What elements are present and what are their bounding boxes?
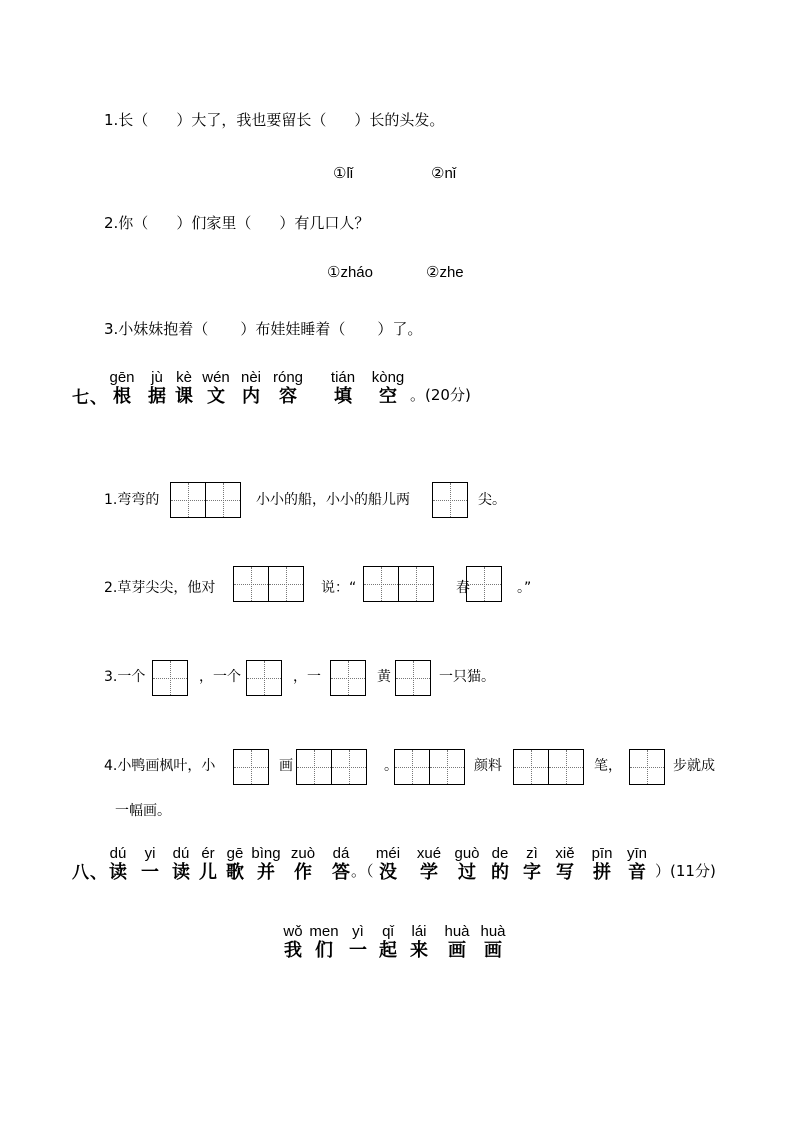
hanzi: 空	[379, 386, 397, 407]
writing-box[interactable]	[395, 660, 431, 696]
q6-2-option-2: ②zhe	[426, 264, 464, 281]
writing-box[interactable]	[548, 749, 584, 785]
q6-2-option-1: ①zháo	[327, 264, 373, 281]
pinyin: kè	[176, 369, 192, 386]
hanzi: 们	[315, 940, 333, 961]
hanzi: 过	[458, 862, 476, 883]
q6-1-option-2: ②nǐ	[431, 165, 457, 182]
q7-3-boxes-1[interactable]	[152, 660, 188, 696]
q7-3-text-c: ，一	[293, 669, 321, 685]
q7-1-text-c: 尖。	[478, 492, 506, 508]
q7-3-text-e: 一只猫。	[439, 669, 495, 685]
pinyin: de	[491, 845, 509, 862]
hanzi: 课	[175, 386, 193, 407]
hanzi: 字	[523, 862, 541, 883]
section7-title-char	[268, 370, 308, 408]
section8-note-char	[409, 846, 449, 884]
q6-2: 2.你（ ）们家里（ ）有几口人？	[104, 214, 370, 232]
section8-note-char	[582, 846, 622, 884]
hanzi: 读	[109, 862, 127, 883]
pinyin: wǒ	[283, 923, 303, 940]
pinyin: qǐ	[382, 923, 394, 940]
q7-2-text-a: 2.草芽尖尖，他对	[104, 580, 216, 596]
hanzi: 没	[379, 862, 397, 883]
q6-1: 1.长（ ）大了，我也要留长（ ）长的头发。	[104, 111, 445, 129]
pinyin: guò	[454, 845, 480, 862]
pinyin: men	[309, 923, 339, 940]
pinyin: xiě	[555, 845, 575, 862]
section8-note-char	[617, 846, 657, 884]
pinyin: yì	[352, 923, 364, 940]
q7-3-boxes-4[interactable]	[395, 660, 431, 696]
section8-number: 八、	[72, 863, 108, 883]
q7-4-text-f: 步就成	[673, 758, 715, 774]
pinyin: yi	[144, 845, 156, 862]
section7-title-char	[102, 370, 142, 408]
writing-box[interactable]	[170, 482, 206, 518]
q6-1-option-1: ①lǐ	[333, 165, 354, 182]
writing-box[interactable]	[330, 660, 366, 696]
q7-2-boxes-2[interactable]	[363, 566, 434, 602]
q7-3-text-a: 3.一个	[104, 669, 146, 685]
section8-title-char	[246, 846, 286, 884]
q6-3: 3.小妹妹抱着（ ）布娃娃睡着（ ）了。	[104, 320, 423, 338]
q7-4-boxes-4[interactable]	[513, 749, 584, 785]
hanzi: 写	[556, 862, 574, 883]
writing-box[interactable]	[296, 749, 332, 785]
section7-title-char	[323, 370, 363, 408]
hanzi: 答	[332, 862, 350, 883]
q7-4-text-e: 笔，	[594, 758, 622, 774]
q7-4-text-b: 画	[279, 758, 293, 774]
poem-title-char	[399, 924, 439, 962]
hanzi: 据	[148, 386, 166, 407]
q7-4-boxes-5[interactable]	[629, 749, 665, 785]
writing-box[interactable]	[466, 566, 502, 602]
hanzi: 拼	[593, 862, 611, 883]
hanzi: 并	[257, 862, 275, 883]
pinyin: lái	[411, 923, 427, 940]
hanzi: 填	[334, 386, 352, 407]
writing-box[interactable]	[331, 749, 367, 785]
section7-number: 七、	[72, 388, 108, 408]
writing-box[interactable]	[205, 482, 241, 518]
hanzi: 来	[410, 940, 428, 961]
hanzi: 我	[284, 940, 302, 961]
section8-title-char	[283, 846, 323, 884]
pinyin: dú	[172, 845, 190, 862]
section7-title-char	[368, 370, 408, 408]
pinyin: huà	[480, 923, 506, 940]
q7-1-boxes-2[interactable]	[432, 482, 468, 518]
pinyin: zuò	[290, 845, 316, 862]
q7-3-boxes-2[interactable]	[246, 660, 282, 696]
hanzi: 读	[172, 862, 190, 883]
hanzi: 音	[628, 862, 646, 883]
section8-paren: 。（	[351, 862, 374, 880]
writing-box[interactable]	[152, 660, 188, 696]
pinyin: jù	[151, 369, 163, 386]
q7-4-boxes-2[interactable]	[296, 749, 367, 785]
pinyin: wén	[202, 369, 230, 386]
q7-4-text-g: 一幅画。	[115, 803, 171, 819]
hanzi: 文	[207, 386, 225, 407]
pinyin: yīn	[626, 845, 647, 862]
writing-box[interactable]	[233, 749, 269, 785]
hanzi: 画	[484, 940, 502, 961]
q7-1-text-a: 1.弯弯的	[104, 492, 160, 508]
pinyin: róng	[272, 369, 304, 386]
section8-score: ）(11分)	[655, 862, 716, 880]
q7-4-boxes-1[interactable]	[233, 749, 269, 785]
writing-box[interactable]	[268, 566, 304, 602]
pinyin: nèi	[240, 369, 262, 386]
q7-2-text-c: 春	[456, 580, 470, 596]
pinyin: gēn	[109, 369, 135, 386]
pinyin: ér	[201, 845, 215, 862]
section8-note-char	[545, 846, 585, 884]
section8-note-char	[368, 846, 408, 884]
section7-score: 。(20分)	[410, 386, 471, 404]
q7-2-text-d: 。”	[517, 580, 532, 596]
section7-title-char	[196, 370, 236, 408]
q7-4-text-c: 。	[384, 758, 398, 774]
q7-1-boxes-1[interactable]	[170, 482, 241, 518]
writing-box[interactable]	[398, 566, 434, 602]
hanzi: 根	[113, 386, 131, 407]
q7-2-text-b: 说：“	[321, 580, 357, 596]
hanzi: 内	[242, 386, 260, 407]
hanzi: 作	[294, 862, 312, 883]
q7-2-boxes-3[interactable]	[466, 566, 502, 602]
hanzi: 学	[420, 862, 438, 883]
pinyin: dá	[332, 845, 350, 862]
pinyin: tián	[330, 369, 356, 386]
poem-title-char	[437, 924, 477, 962]
hanzi: 歌	[226, 862, 244, 883]
writing-box[interactable]	[429, 749, 465, 785]
hanzi: 起	[379, 940, 397, 961]
writing-box[interactable]	[432, 482, 468, 518]
q7-3-text-d: 黄	[377, 669, 391, 685]
pinyin: gē	[226, 845, 244, 862]
writing-box[interactable]	[233, 566, 269, 602]
hanzi: 一	[141, 862, 159, 883]
hanzi: 儿	[199, 862, 217, 883]
section7-title-char	[231, 370, 271, 408]
hanzi: 的	[491, 862, 509, 883]
pinyin: pīn	[591, 845, 613, 862]
pinyin: dú	[109, 845, 127, 862]
pinyin: kòng	[371, 369, 405, 386]
q7-2-boxes-1[interactable]	[233, 566, 304, 602]
q7-3-boxes-3[interactable]	[330, 660, 366, 696]
writing-box[interactable]	[363, 566, 399, 602]
hanzi: 画	[448, 940, 466, 961]
pinyin: xué	[416, 845, 442, 862]
pinyin: huà	[444, 923, 470, 940]
q7-4-boxes-3[interactable]	[394, 749, 465, 785]
poem-title-char	[473, 924, 513, 962]
q7-3-text-b: ，一个	[199, 669, 241, 685]
hanzi: 容	[279, 386, 297, 407]
hanzi: 一	[349, 940, 367, 961]
q7-4-text-a: 4.小鸭画枫叶，小	[104, 758, 216, 774]
writing-box[interactable]	[246, 660, 282, 696]
q7-4-text-d: 颜料	[474, 758, 502, 774]
q7-1-text-b: 小小的船，小小的船儿两	[256, 492, 410, 508]
pinyin: bìng	[251, 845, 281, 862]
writing-box[interactable]	[513, 749, 549, 785]
writing-box[interactable]	[629, 749, 665, 785]
pinyin: zì	[526, 845, 538, 862]
pinyin: méi	[375, 845, 401, 862]
writing-box[interactable]	[394, 749, 430, 785]
